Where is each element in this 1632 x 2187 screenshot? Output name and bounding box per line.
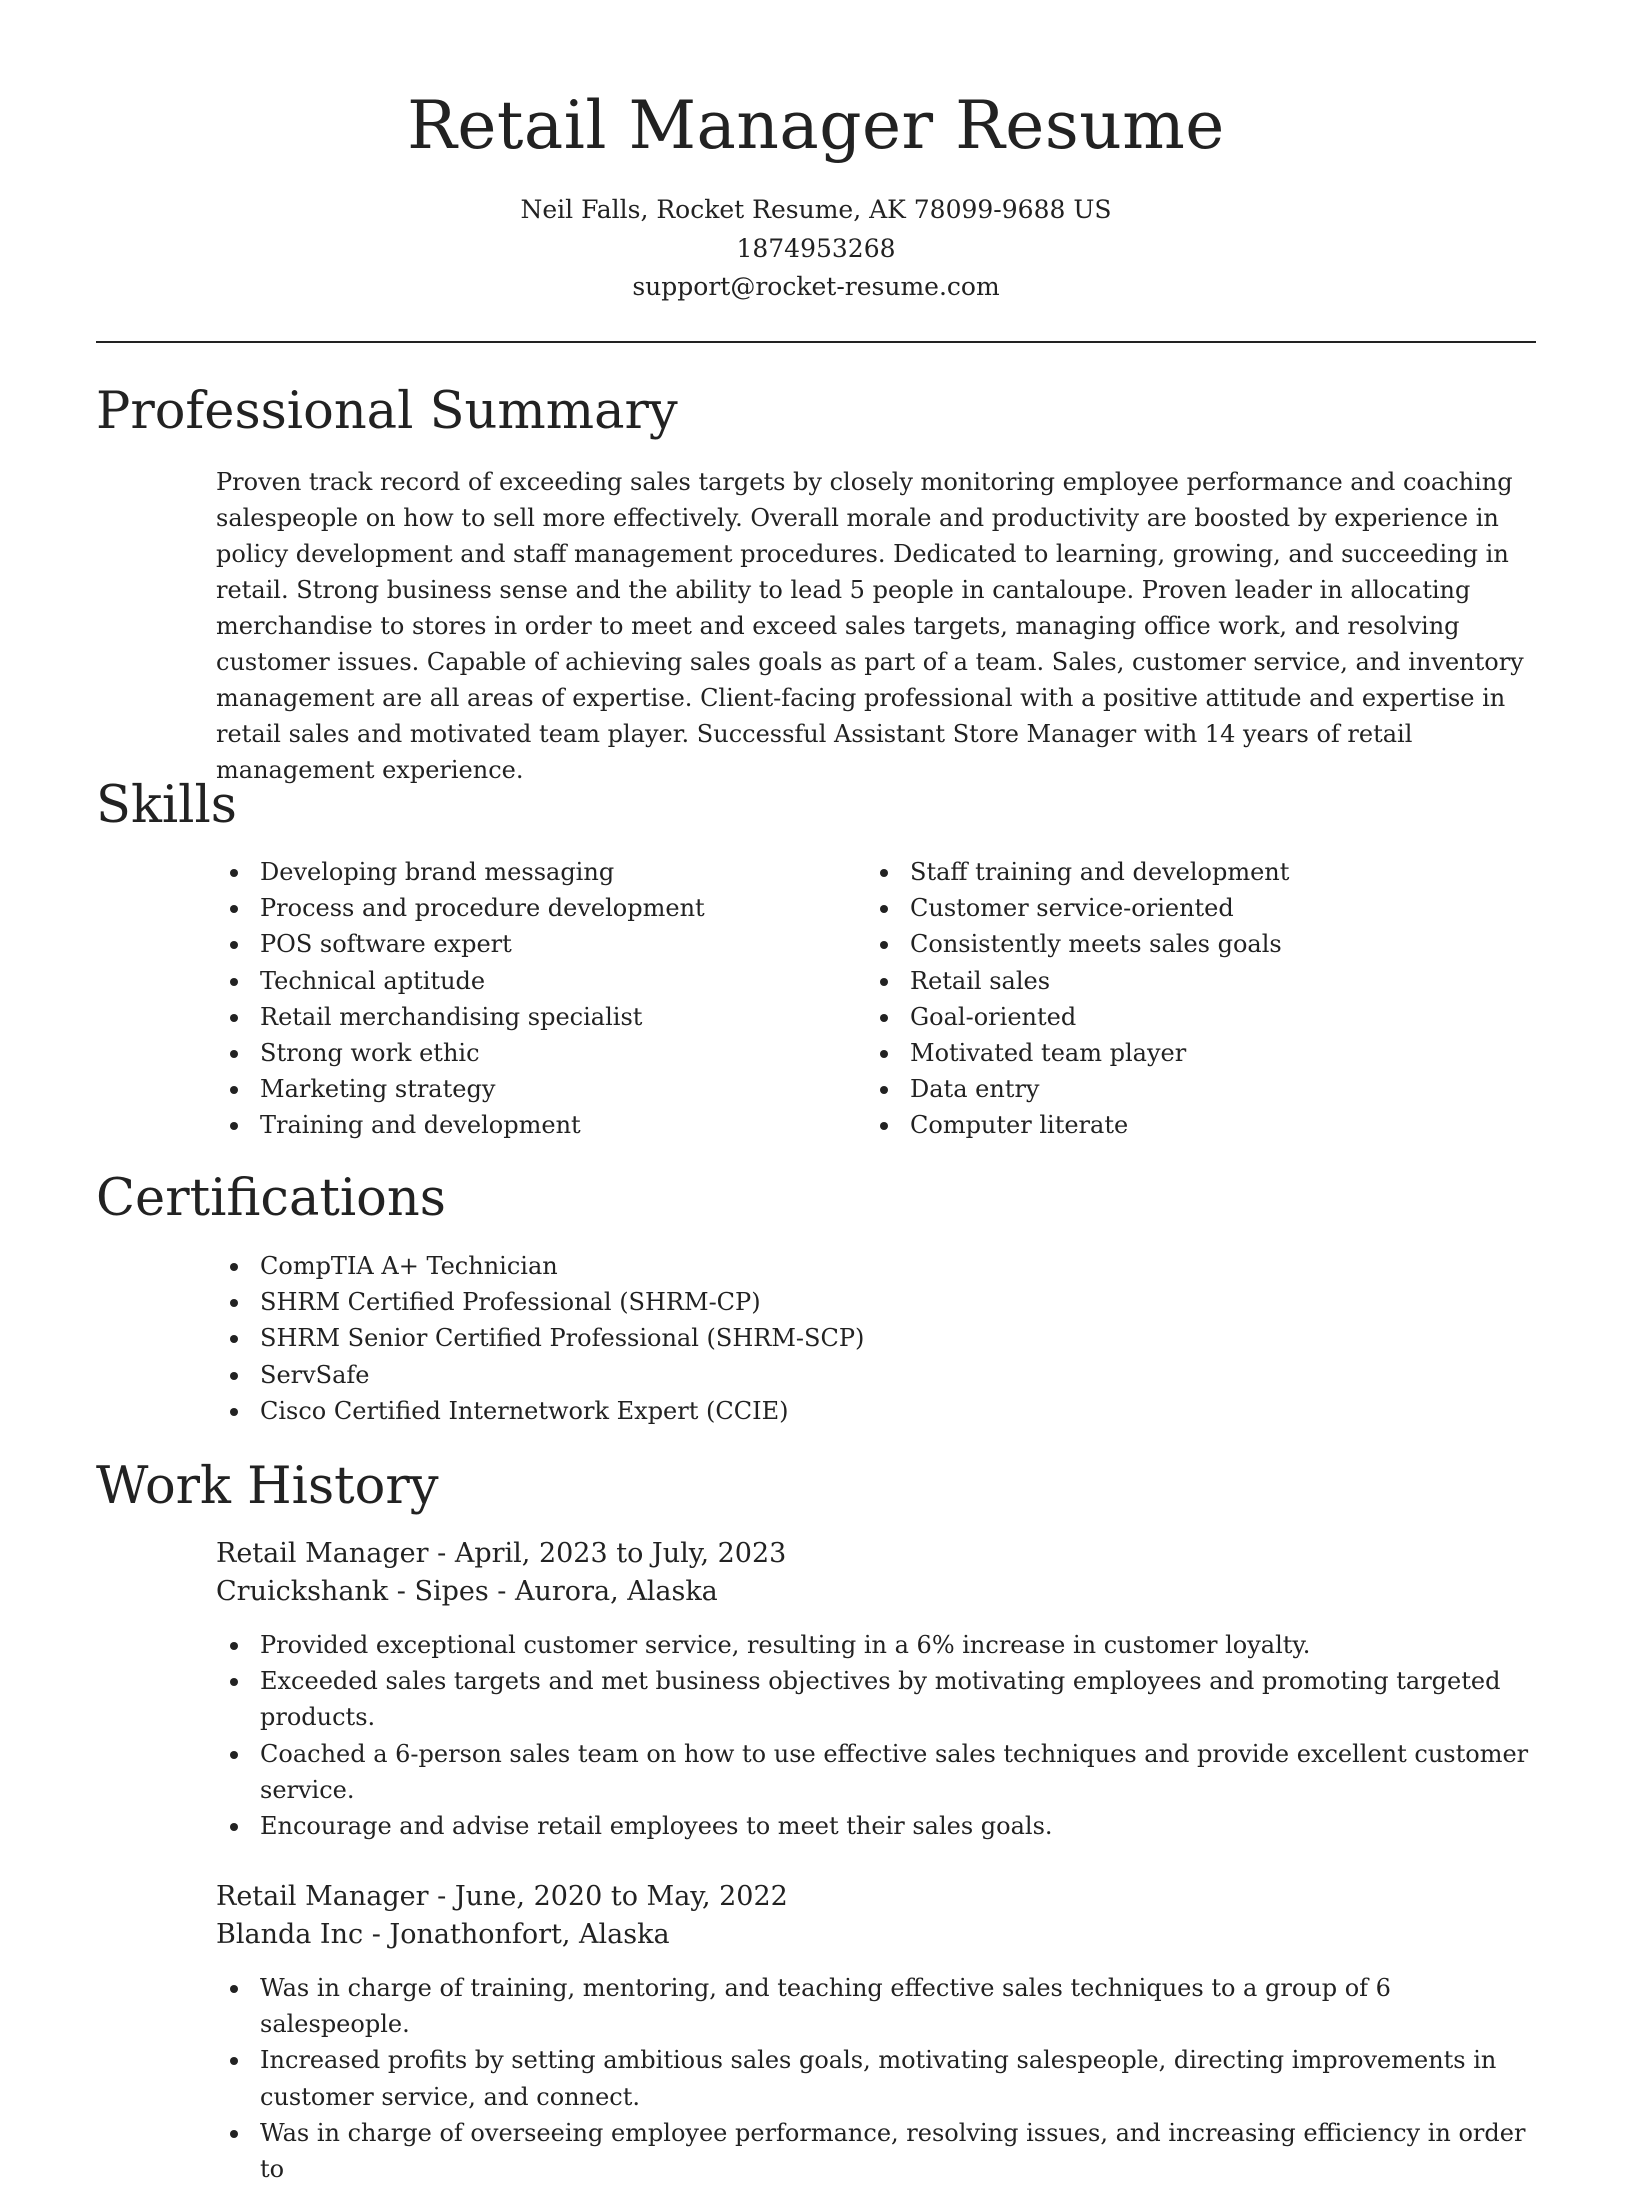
skill-item: Marketing strategy: [216, 1071, 836, 1107]
certification-item: SHRM Senior Certified Professional (SHRM-SCP): [216, 1320, 1536, 1356]
job-company: Cruickshank - Sipes: [216, 1576, 489, 1607]
skill-item: Retail sales: [866, 963, 1526, 999]
certifications-list: [216, 1248, 1536, 1429]
job-bullet: Provided exceptional customer service, resulting in a 6% increase in customer loyalty.: [216, 1627, 1536, 1663]
job-separator: -: [437, 1881, 455, 1912]
certification-item: ServSafe: [216, 1357, 1536, 1393]
job-separator: -: [497, 1576, 516, 1607]
job-bullet: Was in charge of overseeing employee performance, resolving issues, and increasing efficiency in order to: [216, 2115, 1536, 2187]
job-separator: -: [371, 1919, 390, 1950]
skill-item: Technical aptitude: [216, 963, 836, 999]
job-bullets: [216, 1970, 1536, 2187]
skill-item: Developing brand messaging: [216, 854, 836, 890]
contact-email: support@rocket-resume.com: [632, 272, 1000, 301]
certification-item: CompTIA A+ Technician: [216, 1248, 1536, 1284]
skills-list-right: [866, 854, 1526, 1144]
section-title-certifications: Certifications: [96, 1169, 446, 1228]
job-bullet: Was in charge of training, mentoring, and teaching effective sales techniques to a group of 6 salespeople.: [216, 1970, 1536, 2042]
skill-item: Training and development: [216, 1107, 836, 1143]
job-location: Jonathonfort, Alaska: [389, 1919, 670, 1950]
job-company-line: [216, 1916, 670, 1954]
job-bullet: Exceeded sales targets and met business objectives by motivating employees and promoting targeted products.: [216, 1663, 1536, 1735]
job-dates: June, 2020 to May, 2022: [454, 1881, 788, 1912]
job-bullet: Coached a 6-person sales team on how to use effective sales techniques and provide excellent customer service.: [216, 1736, 1536, 1808]
skills-list-left: [216, 854, 836, 1144]
summary-text: Proven track record of exceeding sales targets by closely monitoring employee performance and coaching salespeople on how to sell more effectively. Overall morale and productivity are boosted by experience in policy development and staff management procedures. Dedicated to learning, growing, and succeeding in retail. Strong business sense and the ability to lead 5 people in cantaloupe. Proven leader in allocating merchandise to stores in order to meet and exceed sales targets, managing office work, and resolving customer issues. Capable of achieving sales goals as part of a team. Sales, customer service, and inventory management are all areas of expertise. Client-facing professional with a positive attitude and expertise in retail sales and motivated team player. Successful Assistant Store Manager with 14 years of retail management experience.: [216, 468, 1524, 784]
job-bullet: Increased profits by setting ambitious sales goals, motivating salespeople, directing improvements in customer service, and connect.: [216, 2042, 1536, 2114]
certification-item: SHRM Certified Professional (SHRM-CP): [216, 1284, 1536, 1320]
job-bullets: [216, 1627, 1536, 1844]
skill-item: Strong work ethic: [216, 1035, 836, 1071]
skill-item: Computer literate: [866, 1107, 1526, 1143]
job-company-line: [216, 1573, 718, 1611]
skill-item: POS software expert: [216, 926, 836, 962]
section-title-summary: Professional Summary: [96, 382, 678, 441]
skill-item: Data entry: [866, 1071, 1526, 1107]
contact-phone: 1874953268: [736, 234, 896, 263]
job-location: Aurora, Alaska: [515, 1576, 718, 1607]
job-bullet: Encourage and advise retail employees to meet their sales goals.: [216, 1808, 1536, 1844]
job-dates: April, 2023 to July, 2023: [454, 1538, 787, 1569]
section-title-skills: Skills: [96, 776, 237, 835]
skill-item: Customer service-oriented: [866, 890, 1526, 926]
section-title-work-history: Work History: [96, 1457, 439, 1516]
job-separator: -: [437, 1538, 455, 1569]
job-title-line: [216, 1878, 788, 1916]
job-title: Retail Manager: [216, 1538, 429, 1569]
certification-item: Cisco Certified Internetwork Expert (CCIE): [216, 1393, 1536, 1429]
skill-item: Retail merchandising specialist: [216, 999, 836, 1035]
header-divider: [96, 341, 1536, 343]
resume-title: Retail Manager Resume: [407, 87, 1225, 164]
skill-item: Goal-oriented: [866, 999, 1526, 1035]
job-company: Blanda Inc: [216, 1919, 364, 1950]
skill-item: Staff training and development: [866, 854, 1526, 890]
job-title-line: [216, 1535, 786, 1573]
job-title: Retail Manager: [216, 1881, 429, 1912]
skill-item: Consistently meets sales goals: [866, 926, 1526, 962]
skill-item: Process and procedure development: [216, 890, 836, 926]
skill-item: Motivated team player: [866, 1035, 1526, 1071]
contact-address: Neil Falls, Rocket Resume, AK 78099-9688 US: [520, 195, 1112, 224]
